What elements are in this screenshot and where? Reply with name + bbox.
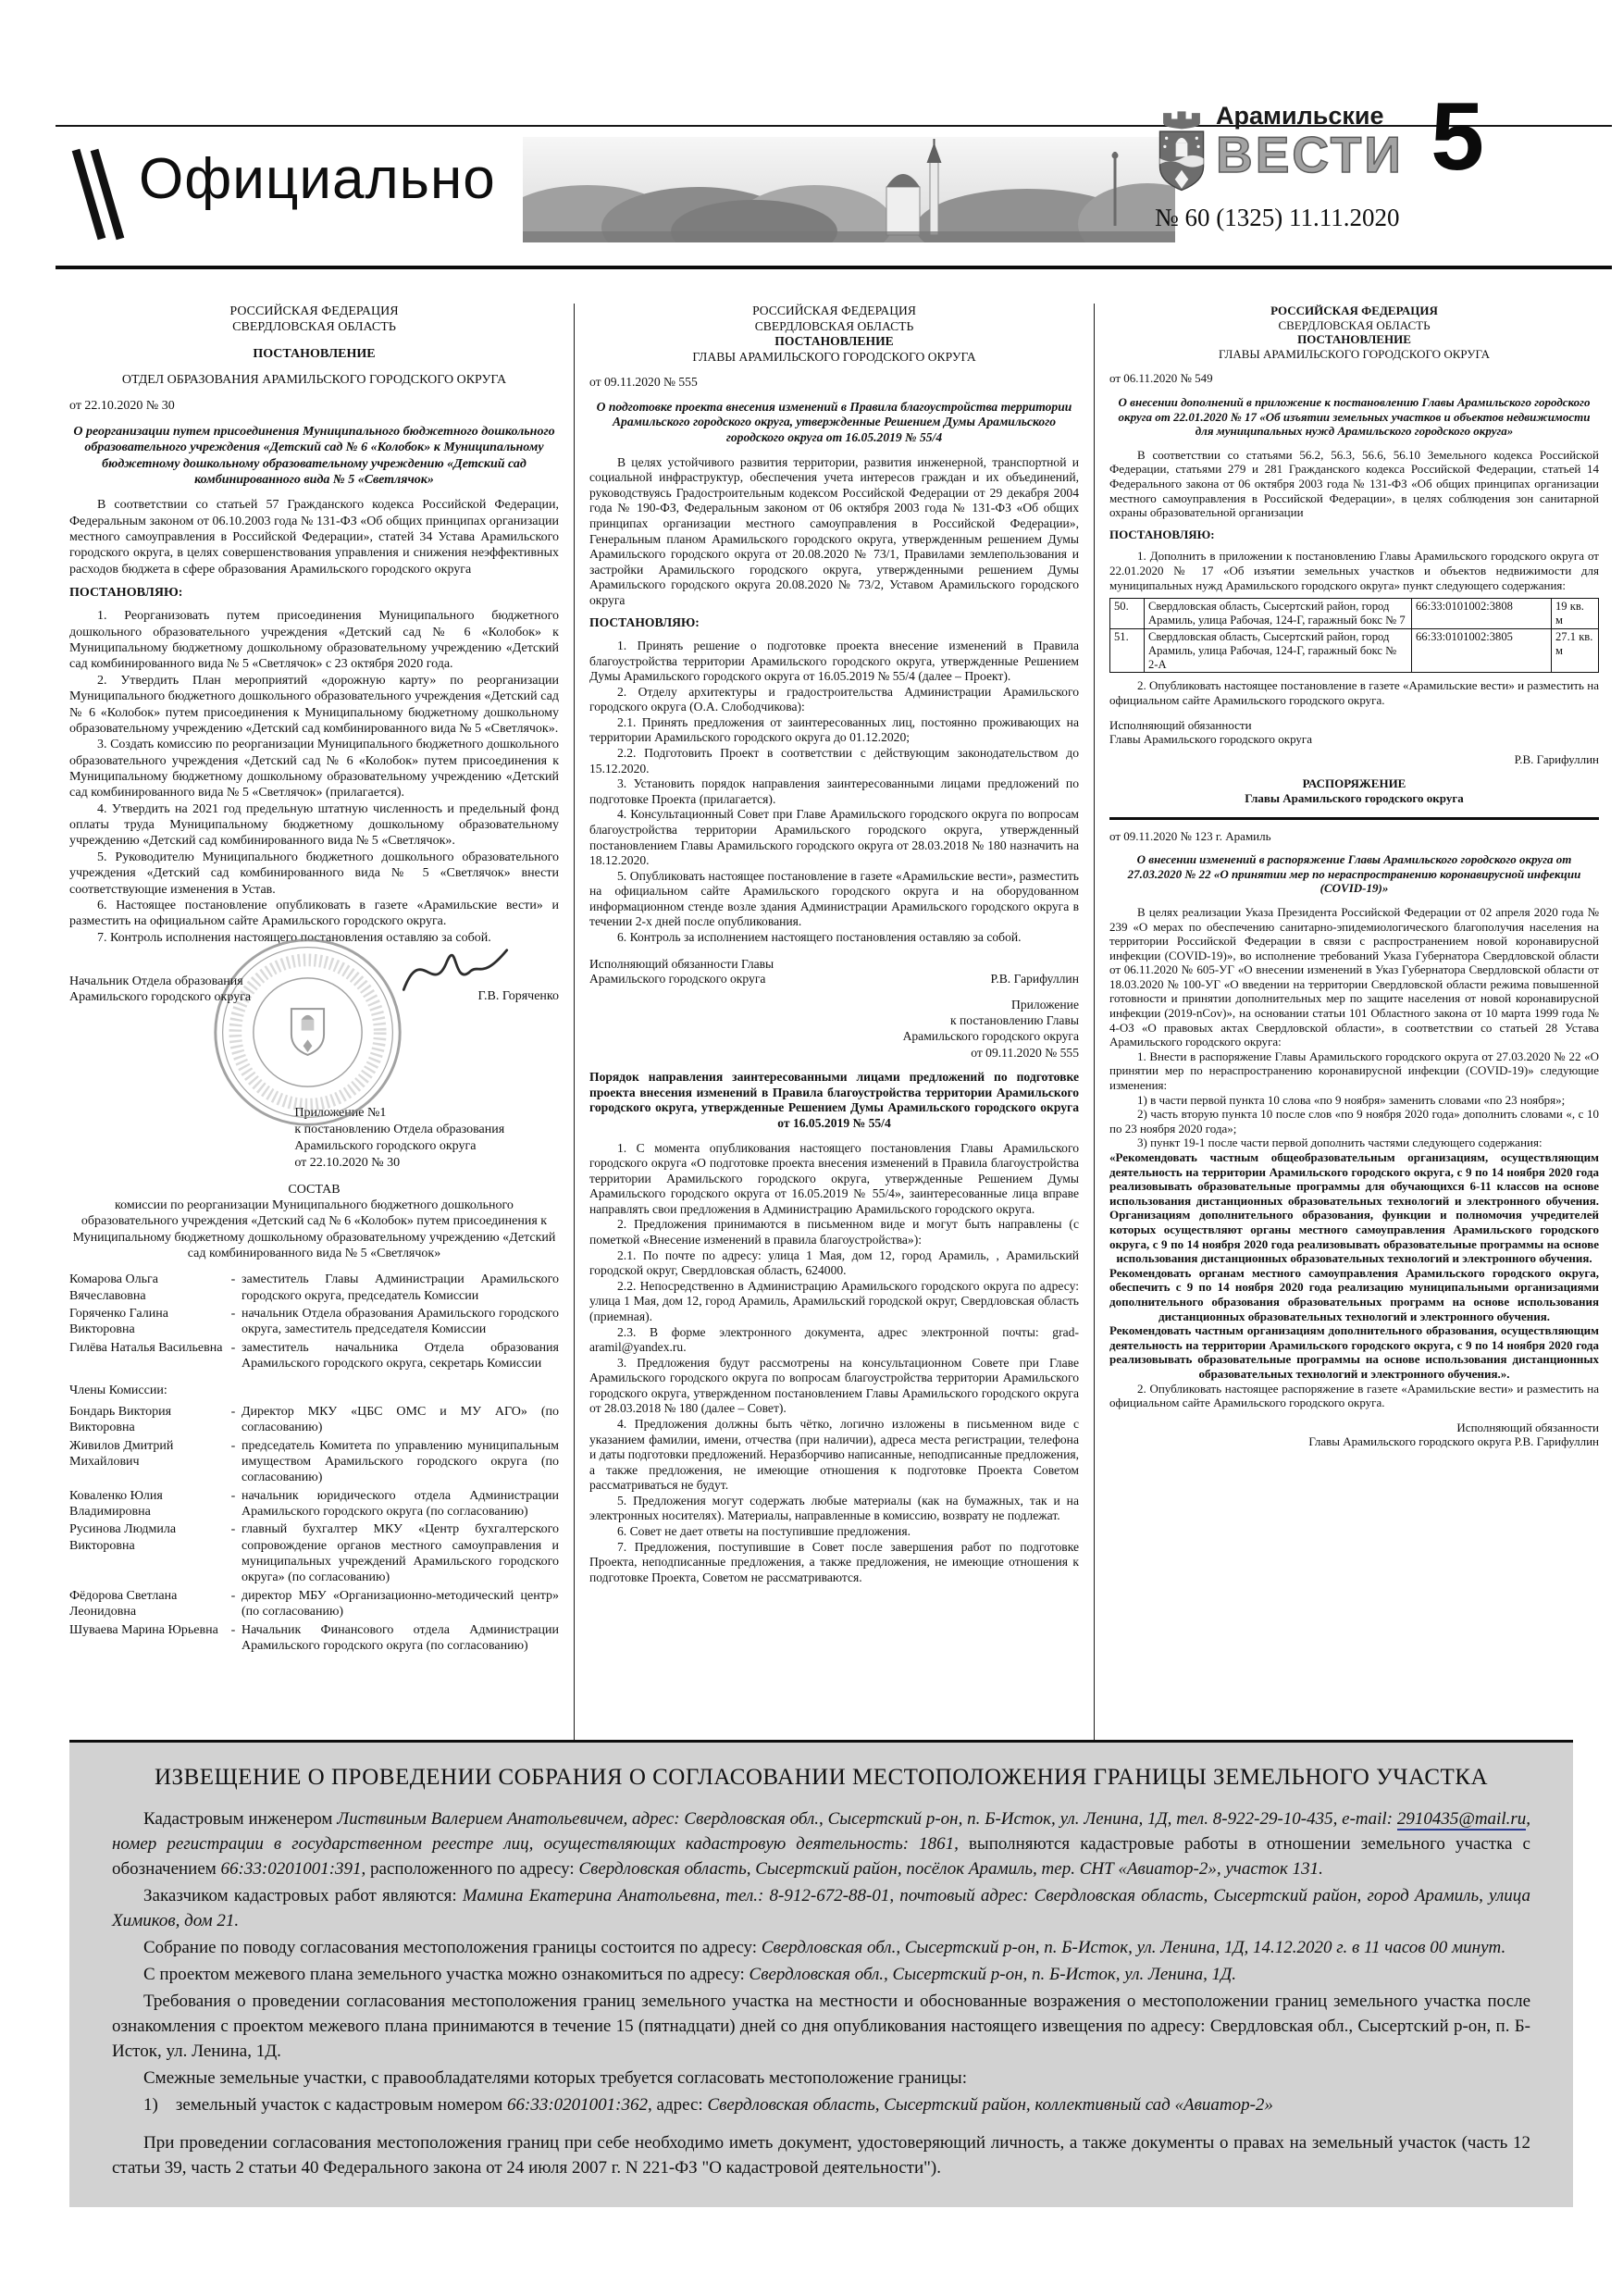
address-cell: Свердловская область, Сысертский район, город Арамиль, улица Рабочая, 124-Г, гаражный бокс № 2-А bbox=[1145, 628, 1412, 673]
land-survey-notice bbox=[69, 1740, 1573, 2207]
notice-paragraph: Собрание по поводу согласования местоположения границы состоится по адресу: Свердловская обл., Сысертский р-он, п. Б-Исток, ул. Ленина, 1Д, 14.12.2020 г. в 11 часов 00 минут. bbox=[143, 1937, 1506, 1957]
doc2-region: СВЕРДЛОВСКАЯ ОБЛАСТЬ bbox=[754, 318, 914, 333]
doc1-item: 6. Настоящее постановление опубликовать в газете «Арамильские вести» и разместить на официальном сайте Арамильского городского округа. bbox=[69, 898, 559, 929]
commission-leader-row: Комарова Ольга Вячеславовна - заместитель Главы Администрации Арамильского городского округа, председатель Комиссии bbox=[69, 1272, 559, 1303]
doc2-type: ПОСТАНОВЛЕНИЕ bbox=[774, 334, 894, 349]
section-slashes-icon bbox=[68, 146, 126, 242]
doc1-resolve-label: ПОСТАНОВЛЯЮ: bbox=[69, 586, 183, 601]
doc1-signature-block bbox=[69, 957, 559, 1096]
rasp-signature-block: Исполняющий обязанности Главы Арамильского городского округа Р.В. Гарифуллин bbox=[1308, 1420, 1599, 1449]
order-item: 2. Предложения принимаются в письменном виде и могут быть направлены (с пометкой «Внесение изменений в правила благоустройства»): bbox=[589, 1217, 1079, 1247]
notice-paragraph: Требования о проведении согласования местоположения границ земельного участка на местности и обоснованные возражения о местоположении границ земельного участка после ознакомления с проектом межевого плана принимаются в течение 15 (пятнадцати) дней со дня опубликования настоящего извещения по адресу: Свердловская обл., Сысертский р-он, п. Б-Исток, ул. Ленина, 1Д. bbox=[112, 1991, 1530, 2061]
order-item: 2.3. В форме электронного документа, адрес электронной почты: grad-aramil@yandex.ru. bbox=[589, 1324, 1079, 1355]
doc1-item: 5. Руководителю Муниципального бюджетного дошкольного образовательного учреждения «Детский сад комбинированного вида № 5 «Светлячок» внести соответствующие изменения в Устав. bbox=[69, 850, 559, 897]
doc3-title: О внесении дополнений в приложение к постановлению Главы Арамильского городского округа от 22.01.2020 № 17 «Об изъятии земельных участков и объектов недвижимости для муниципальных нужд Арамильского городского округа» bbox=[1118, 394, 1591, 439]
order-title: Порядок направления заинтересованными лицами предложений по подготовке проекта внесения изменений в Правила благоустройства территории Арамильского городского округа, утвержденные Решением Думы Арамильского городского округа от 16.05.2019 № 55/4 bbox=[589, 1070, 1079, 1130]
notice-paragraph: При проведении согласования местоположения границ при себе необходимо иметь документ, удостоверяющий личность, а также документы о правах на земельный участок (часть 12 статьи 39, часть 2 статьи 40 Федерального закона от 24 июля 2007 г. N 221-ФЗ "О кадастровой деятельности"). bbox=[112, 2132, 1530, 2178]
notice-title: ИЗВЕЩЕНИЕ О ПРОВЕДЕНИИ СОБРАНИЯ О СОГЛАСОВАНИИ МЕСТОПОЛОЖЕНИЯ ГРАНИЦЫ ЗЕМЕЛЬНОГО УЧАСТКА bbox=[155, 1765, 1488, 1790]
order-item: 4. Предложения должны быть чётко, логично изложены в письменном виде с указанием фамилии, имени, отчества (при наличии), адреса места регистрации, телефона и даты подготовки предложений. Неразборчиво написанные, неподписанные предложения, а также предложения, не имеющие отношения к подготовке Проекта Советом рассматриваться не будут. bbox=[589, 1416, 1080, 1493]
order-item: 1. С момента опубликования настоящего постановления Главы Арамильского городского округа «О подготовке проекта внесения изменений в Правила благоустройства территории Арамильского городского округа, утвержденные Решением Думы Арамильского городского округа от 16.05.2019 № 55/4», заинтересованные лица вправе направлять свои предложения в Администрацию Арамильского городского округа. bbox=[589, 1140, 1079, 1216]
area-cell: 19 кв. м bbox=[1552, 599, 1599, 629]
rasp-recommendation: Рекомендовать частным организациям дополнительного образования, осуществляющим деятельность на территории Арамильского городского округа, с 9 по 14 ноября 2020 года реализовывать образовательные программы на основе использования дистанционных образовательных технологий и электронного обучения.». bbox=[1109, 1323, 1599, 1381]
doc2-authority: ГЛАВЫ АРАМИЛЬСКОГО ГОРОДСКОГО ОКРУГА bbox=[692, 349, 976, 364]
rasp-title: О внесении изменений в распоряжение Главы Арамильского городского округа от 27.03.2020 № 22 «О принятии мер по нераспространению коронавирусной инфекции (COVID-19)» bbox=[1127, 852, 1581, 896]
columns-area bbox=[69, 304, 1614, 1740]
town-landscape-photo bbox=[523, 137, 1175, 242]
doc1-item: 1. Реорганизовать путем присоединения Муниципального бюджетного дошкольного образовательного учреждения «Детский сад № 6 «Колобок» к Муниципальному бюджетному дошкольному образовательному учреждению «Детский сад комбинированного вида № 5 «Светлячок» с 23 октября 2020 года. bbox=[69, 609, 559, 672]
doc1-item: 2. Утвердить План мероприятий «дорожную карту» по реорганизации Муниципального бюджетного дошкольного образовательного учреждения «Детский сад № 6 «Колобок» путем присоединения к Муниципальному бюджетному дошкольному образовательному учреждению «Детский сад комбинированного вида № 5 «Светлячок». bbox=[69, 673, 559, 736]
row-number-cell: 51. bbox=[1110, 628, 1145, 673]
doc1-country: РОССИЙСКАЯ ФЕДЕРАЦИЯ bbox=[229, 304, 399, 318]
doc2-signature-block bbox=[589, 957, 1079, 987]
rasp-recommendation: «Рекомендовать частным общеобразовательным организациям, осуществляющим деятельность на территории Арамильского городского округа, с 9 по 14 ноября 2020 года реализовывать образовательные программы для обучающихся 6-11 классов на основе использования дистанционных образовательных технологий и электронного обучения. Организациям дополнительного образования, функции и полномочия учредителей которых осуществляют органы местного самоуправления Арамильского городского округа, с 9 по 14 ноября 2020 года реализовывать образовательные программы на основе использования дистанционных образовательных технологий и электронного обучения. bbox=[1109, 1150, 1599, 1266]
notice-adjacent-parcel: 1) земельный участок с кадастровым номером 66:33:0201001:362, адрес: Свердловская область, Сысертский район, коллективный сад «Авиатор-2» bbox=[143, 2094, 1273, 2115]
doc1-signer-name: Г.В. Горяченко bbox=[477, 988, 559, 1003]
rasp-preamble: В целях реализации Указа Президента Российской Федерации от 02 апреля 2020 года № 239 «О мерах по обеспечению санитарно-эпидемиологического благополучия населения на территории Российской Федерации в связи с распространением новой коронавирусной инфекции (COVID-19)», во исполнение требований Указа Губернатора Свердловской области от 06.11.2020 № 605-УГ «О внесении изменений в Указ Губернатора Свердловской области от 18.03.2020 № 100-УГ «О введении на территории Свердловской области режима повышенной готовности и принятии дополнительных мер по защите населения от новой коронавирусной инфекции (2019-nCov)», на основании статьи 101 Областного закона от 10 марта 1999 года № 4-ОЗ «О правовых актах Свердловской области», в соответствии со статьей 28 Устава Арамильского городского округа: bbox=[1109, 904, 1599, 1049]
doc2-resolve-label: ПОСТАНОВЛЯЮ: bbox=[589, 615, 700, 630]
address-cell: Свердловская область, Сысертский район, город Арамиль, улица Рабочая, 124-Г, гаражный бокс № 7 bbox=[1145, 599, 1412, 629]
rasp-authority: Главы Арамильского городского округа bbox=[1245, 790, 1464, 805]
doc1-preamble: В соответствии со статьей 57 Гражданского кодекса Российской Федерации, Федеральным законом от 06.10.2003 года № 131-ФЗ «Об общих принципах организации местного самоуправления в Российской Федерации», статей 34 Устава Арамильского городского округа, в целях совершенствования управления и снижения неэффективных расходов бюджета в сфере образования Арамильского городского округа bbox=[69, 498, 559, 577]
doc1-item: 7. Контроль исполнения настоящего постановления оставляю за собой. bbox=[97, 930, 491, 945]
doc1-item: 4. Утвердить на 2021 год предельную штатную численность и предельный фонд оплаты труда Муниципальному бюджетному дошкольному образовательному учреждению «Детский сад комбинированного вида № 5 «Светлячок». bbox=[69, 801, 559, 849]
doc2-item: 5. Опубликовать настоящее постановление в газете «Арамильские вести», разместить на официальном сайте Арамильского городского округа и на оборудованном информационном стенде возле здания Администрации Арамильского городского округа в течении 2-х дней после опубликования. bbox=[589, 868, 1079, 929]
commission-leader-row: Горяченко Галина Викторовна - начальник Отдела образования Арамильского городского округа, заместитель председателя Комиссии bbox=[69, 1307, 559, 1337]
doc3-item-intro: 1. Дополнить в приложении к постановлению Главы Арамильского городского округа от 22.01.2020 № 17 «Об изъятии земельных участков и объектов недвижимости для муниципальных нужд Арамильского городского округа» пункт следующего содержания: bbox=[1109, 549, 1599, 592]
sostav-title: СОСТАВ bbox=[288, 1182, 341, 1197]
doc2-item: 6. Контроль за исполнением настоящего постановления оставляю за собой. bbox=[617, 929, 1022, 944]
brand-name-top: Арамильские bbox=[1216, 102, 1384, 130]
order-item: 2.2. Непосредственно в Администрацию Арамильского городского округа по адресу: улица 1 Мая, дом 12, город Арамиль, Арамильский городской округ, Свердловская область (приемная). bbox=[589, 1278, 1079, 1323]
notice-paragraph: Кадастровым инженером Листвиным Валерием Анатольевичем, адрес: Свердловская обл., Сысертский р-он, п. Б-Исток, ул. Ленина, 1Д, тел. 8-922-29-10-435, e-mail: 2910435@mail.ru, номер регистрации в государственном реестре лиц, осуществляющих кадастровую деятельность: 1861, выполняются кадастровые работы в отношении земельного участка с обозначением 66:33:0201001:391, расположенного по адресу: Свердловская область, Сысертский район, посёлок Арамиль, тер. СНТ «Авиатор-2», участок 131. bbox=[112, 1809, 1531, 1879]
rasp-item-publish: 2. Опубликовать настоящее распоряжение в газете «Арамильские вести» и разместить на официальном сайте Арамильского городского округа. bbox=[1109, 1381, 1599, 1410]
table-row bbox=[1110, 599, 1599, 629]
rasp-item: 1) в части первой пункта 10 слова «по 9 ноября» заменить словами «по 23 ноября»; bbox=[1137, 1092, 1566, 1107]
doc1-signer-position: Начальник Отдела образования Арамильского городского округа bbox=[69, 974, 252, 1005]
doc1-attachment-ref: Приложение №1 к постановлению Отдела образования Арамильского городского округа от 22.10.2020 № 30 bbox=[294, 1105, 505, 1170]
doc2-signer-name: Р.В. Гарифуллин bbox=[990, 972, 1079, 987]
doc2-title: О подготовке проекта внесения изменений в Правила благоустройства территории Арамильского городского округа, утвержденные Решением Думы Арамильского городского округа от 16.05.2019 № 55/4 bbox=[596, 399, 1072, 445]
doc3-preamble: В соответствии со статьями 56.2, 56.3, 56.6, 56.10 Земельного кодекса Российской Федерации, статьями 279 и 281 Гражданского кодекса Российской Федерации, статьей 14 Федерального закона от 06 октября 2003 года № 131-ФЗ «Об общих принципах организации местного самоуправления в Российской Федерации», в целях соблюдения зон санитарной охраны образовательной организации bbox=[1109, 447, 1599, 520]
commission-member-row: Коваленко Юлия Владимировна - начальник юридического отдела Администрации Арамильского городского округа (по согласованию) bbox=[69, 1488, 559, 1520]
doc2-country: РОССИЙСКАЯ ФЕДЕРАЦИЯ bbox=[752, 304, 916, 317]
commission-member-row: Шуваева Марина Юрьевна - Начальник Финансового отдела Администрации Арамильского городского округа (по согласованию) bbox=[69, 1622, 559, 1653]
rasp-type: РАСПОРЯЖЕНИЕ bbox=[1302, 776, 1406, 791]
order-item: 3. Предложения будут рассмотрены на консультационном Совете при Главе Арамильского городского округа по вопросам благоустройства территории Арамильского городского округа, утвержденном постановлением Главы Арамильского городского округа от 28.03.2018 № 180 (далее – Совет). bbox=[589, 1355, 1079, 1416]
commission-member-row: Бондарь Виктория Викторовна - Директор МКУ «ЦБС ОМС и МУ АГО» (по согласованию) bbox=[69, 1404, 559, 1435]
newspaper-brand bbox=[1155, 104, 1414, 232]
masthead-photo bbox=[523, 137, 1175, 242]
table-row bbox=[1110, 628, 1599, 673]
column-postanovlenie-30 bbox=[69, 304, 574, 1740]
notice-paragraph: Смежные земельные участки, с правообладателями которых требуется согласовать местоположение границы: bbox=[143, 2067, 967, 2088]
order-item: 5. Предложения могут содержать любые материалы (как на бумажных, так и на электронных носителях). Материалы, направленные в комиссию, возврату не подлежат. bbox=[589, 1493, 1079, 1523]
cadastral-number-cell: 66:33:0101002:3805 bbox=[1412, 628, 1552, 673]
doc2-signer-position: Исполняющий обязанности Главы Арамильского городского округа bbox=[589, 956, 774, 987]
commission-leader-row: Гилёва Наталья Васильевна - заместитель начальника Отдела образования Арамильского городского округа, секретарь Комиссии bbox=[69, 1340, 559, 1371]
doc2-date: от 09.11.2020 № 555 bbox=[589, 375, 698, 390]
doc2-item: 3. Установить порядок направления заинтересованными лицами предложений по подготовке Проекта (прилагается). bbox=[589, 776, 1079, 806]
doc2-attachment-ref: Приложение к постановлению Главы Арамильского городского округа от 09.11.2020 № 555 bbox=[902, 997, 1079, 1060]
commission-member-row: Фёдорова Светлана Леонидовна - директор МБУ «Организационно-методический центр» (по согласованию) bbox=[69, 1588, 559, 1620]
doc1-item: 3. Создать комиссию по реорганизации Муниципального бюджетного дошкольного образовательного учреждения «Детский сад № 6 «Колобок» путем присоединения к Муниципальному бюджетному дошкольному образовательному учреждению «Детский сад комбинированного вида № 5 «Светлячок» (прилагается). bbox=[69, 738, 559, 800]
doc1-date: от 22.10.2020 № 30 bbox=[69, 399, 175, 414]
coat-of-arms-icon bbox=[1155, 104, 1208, 196]
doc2-item: 4. Консультационный Совет при Главе Арамильского городского округа по вопросам благоустройства территории Арамильского городского округа, утвержденный постановлением Главы Арамильского городского округа от 28.03.2018 № 180 назначить на 18.12.2020. bbox=[589, 807, 1079, 868]
masthead-bottom-rule bbox=[56, 266, 1612, 269]
doc3-date: от 06.11.2020 № 549 bbox=[1109, 371, 1213, 386]
commission-member-row: Живилов Дмитрий Михайлович - председатель Комитета по управлению муниципальным имуществом Арамильского городского округа (по согласованию) bbox=[69, 1438, 559, 1485]
rasp-item: 1. Внести в распоряжение Главы Арамильского городского округа от 27.03.2020 № 22 «О принятии мер по нераспространению коронавирусной инфекции (COVID-19)» следующие изменения: bbox=[1109, 1049, 1599, 1093]
doc2-preamble: В целях устойчивого развития территории, развития инженерной, транспортной и социальной инфраструктур, обеспечения учета интересов граждан и их объединений, руководствуясь Градостроительным кодексом Российской Федерации от 29 декабря 2004 года № 190-ФЗ, Федеральным законом от 06 октября 2003 года № 131-ФЗ «Об общих принципах организации местного самоуправления в Российской Федерации», Генеральным планом Арамильского городского округа, утвержденным решением Думы Арамильского городского округа от 20.08.2020 № 73/1, Правилами землепользования и застройки Арамильского городского округа, утвержденными решением Думы Арамильского городского округа 20.08.2020 № 73/2, Уставом Арамильского городского округа bbox=[589, 454, 1079, 607]
row-number-cell: 50. bbox=[1110, 599, 1145, 629]
order-item: 6. Совет не дает ответы на поступившие предложения. bbox=[617, 1524, 911, 1539]
doc3-type: ПОСТАНОВЛЕНИЕ bbox=[1297, 332, 1411, 347]
official-stamp-icon bbox=[208, 933, 407, 1132]
doc3-resolve-label: ПОСТАНОВЛЯЮ: bbox=[1109, 527, 1215, 541]
column-postanovlenie-555 bbox=[574, 304, 1094, 1740]
rasp-item: 3) пункт 19-1 после части первой дополнить частями следующего содержания: bbox=[1137, 1136, 1542, 1150]
doc1-title: О реорганизации путем присоединения Муниципального бюджетного дошкольного образовательного учреждения «Детский сад № 6 «Колобок» к Муниципальному бюджетному дошкольному образовательному учреждению «Детский сад комбинированного вида № 5 «Светлячок» bbox=[73, 424, 555, 487]
notice-paragraph: С проектом межевого плана земельного участка можно ознакомиться по адресу: Свердловская обл., Сысертский р-он, п. Б-Исток, ул. Ленина, 1Д. bbox=[143, 1964, 1237, 1984]
masthead bbox=[0, 0, 1623, 278]
issue-line: № 60 (1325) 11.11.2020 bbox=[1155, 204, 1400, 231]
rasp-recommendation: Рекомендовать органам местного самоуправления Арамильского городского округа, обеспечить с 9 по 14 ноября 2020 года реализацию муниципальными организациями дополнительного образования образовательных программ на основе использования дистанционных образовательных технологий и электронного обучения. bbox=[1109, 1265, 1599, 1323]
commission-member-row: Русинова Людмила Викторовна - главный бухгалтер МКУ «Центр бухгалтерского сопровождение органов местного самоуправления и муниципальных учреждений Арамильского городского округа» (по согласованию) bbox=[69, 1522, 559, 1585]
brand-name-bottom: ВЕСТИ bbox=[1216, 126, 1404, 183]
doc3-country: РОССИЙСКАЯ ФЕДЕРАЦИЯ bbox=[1270, 304, 1438, 317]
doc2-item: 1. Принять решение о подготовке проекта внесение изменений в Правила благоустройства территории Арамильского городского округа, утвержденные Решением Думы Арамильского городского округа от 16.05.2019 № 55/4 (далее – Проект). bbox=[589, 638, 1079, 684]
doc1-region: СВЕРДЛОВСКАЯ ОБЛАСТЬ bbox=[232, 320, 396, 335]
cadastral-number-cell: 66:33:0101002:3808 bbox=[1412, 599, 1552, 629]
seized-parcels-table bbox=[1109, 598, 1599, 673]
doc3-item-publish: 2. Опубликовать настоящее постановление в газете «Арамильские вести» и разместить на официальном сайте Арамильского городского округа. bbox=[1109, 678, 1599, 707]
order-item: 2.1. По почте по адресу: улица 1 Мая, дом 12, город Арамиль, , Арамильский городской округ, Свердловская область, 624000. bbox=[589, 1247, 1079, 1278]
section-label: Официально bbox=[139, 147, 496, 211]
area-cell: 27.1 кв. м bbox=[1552, 628, 1599, 673]
notice-paragraph: Заказчиком кадастровых работ являются: Мамина Екатерина Анатольевна, тел.: 8-912-672-88-01, почтовый адрес: Свердловская область, Сысертский район, город Арамиль, улица Химиков, дом 21. bbox=[112, 1885, 1530, 1930]
sostav-subtitle: комиссии по реорганизации Муниципального бюджетного дошкольного образовательного учреждения «Детский сад № 6 «Колобок» путем присоединения к Муниципальному бюджетному дошкольному образовательному учреждению «Детский сад комбинированного вида № 5 «Светлячок» bbox=[72, 1198, 556, 1260]
page-number: 5 bbox=[1431, 83, 1484, 191]
order-item: 7. Предложения, поступившие в Совет после завершения работ по подготовке Проекта, неподписанные предложения, а также предложения, не имеющие отношения к подготовке Проекта, Советом не рассматриваются. bbox=[589, 1539, 1079, 1584]
email-link[interactable]: 2910435@mail.ru bbox=[1396, 1809, 1527, 1829]
doc3-region: СВЕРДЛОВСКАЯ ОБЛАСТЬ bbox=[1278, 317, 1431, 332]
doc3-authority: ГЛАВЫ АРАМИЛЬСКОГО ГОРОДСКОГО ОКРУГА bbox=[1219, 346, 1490, 361]
doc1-type: ПОСТАНОВЛЕНИЕ bbox=[253, 346, 376, 361]
rasp-item: 2) часть вторую пункта 10 после слов «по 9 ноября 2020 года» дополнить словами «, с 10 по 23 ноября 2020 года»; bbox=[1109, 1107, 1599, 1136]
doc1-authority: ОТДЕЛ ОБРАЗОВАНИЯ АРАМИЛЬСКОГО ГОРОДСКОГО ОКРУГА bbox=[121, 373, 507, 388]
members-label: Члены Комиссии: bbox=[69, 1383, 167, 1397]
doc2-item: 2.2. Подготовить Проект в соответствии с действующим законодательством до 15.12.2020. bbox=[589, 746, 1079, 776]
doc2-item: 2.1. Принять предложения от заинтересованных лиц, постоянно проживающих на территории Арамильского городского округа до 01.12.2020; bbox=[589, 714, 1079, 745]
doc3-signature-block: Исполняющий обязанности Главы Арамильского городского округа Р.В. Гарифуллин bbox=[1109, 717, 1599, 766]
column-postanovlenie-549 bbox=[1094, 304, 1614, 1740]
doc3-signer-name: Р.В. Гарифуллин bbox=[1514, 751, 1599, 766]
rasporyazhenie-divider bbox=[1109, 817, 1599, 820]
rasp-date: от 09.11.2020 № 123 г. Арамиль bbox=[1109, 828, 1271, 843]
doc2-item: 2. Отделу архитектуры и градостроительства Администрации Арамильского городского округа (О.А. Слободчикова): bbox=[589, 684, 1079, 714]
